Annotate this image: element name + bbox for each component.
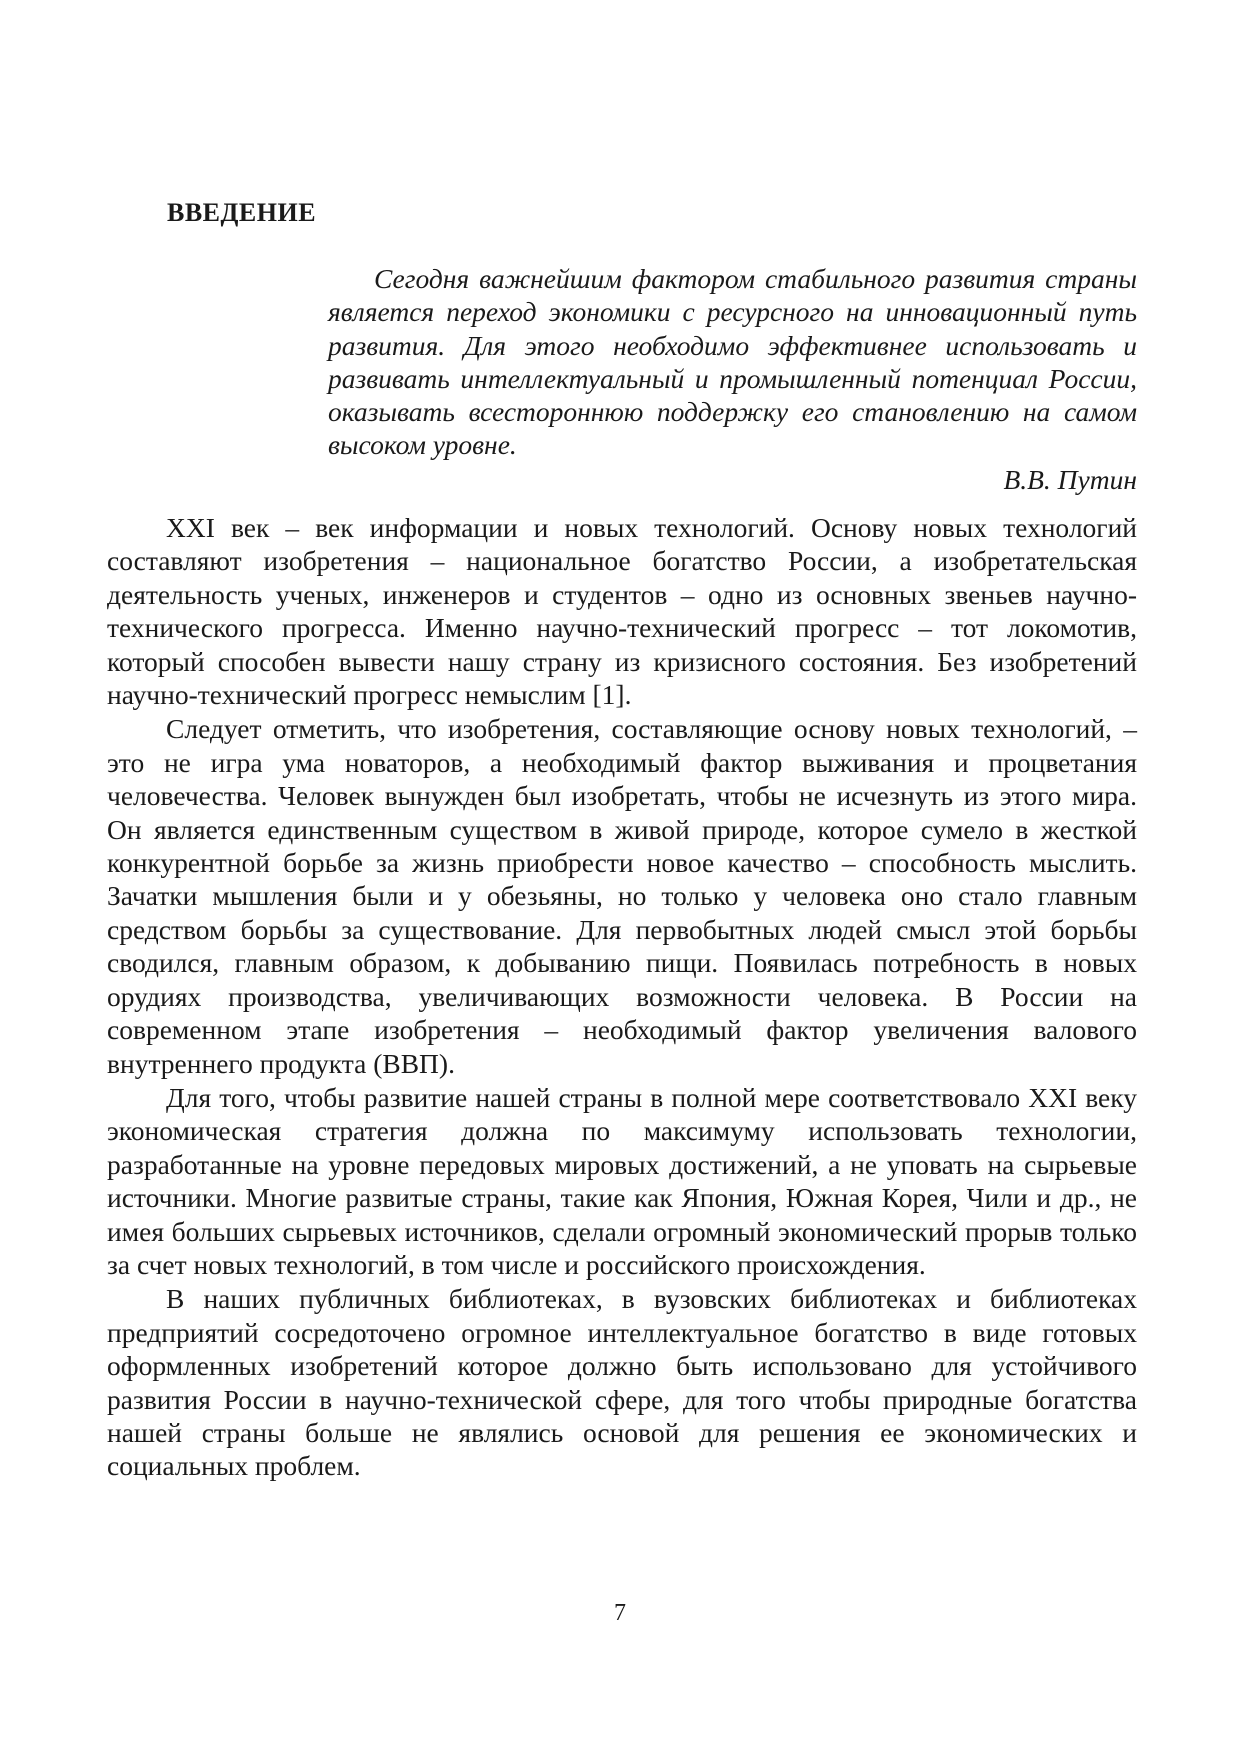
- paragraph: В наших публичных библиотеках, в вузовских библиотеках и библиотеках предприятий сосредоточено огромное интеллектуальное богатство в виде готовых оформленных изобретений которое должно быть использовано для устойчивого развития России в научно-технической сфере, для того чтобы природные богатства нашей страны больше не являлись основой для решения ее экономических и социальных проблем.: [107, 1283, 1137, 1482]
- body-text: [107, 511, 1137, 1484]
- page-number: 7: [614, 1600, 626, 1626]
- paragraph: XXI век – век информации и новых технологий. Основу новых технологий составляют изобретения – национальное богатство России, а изобретательская деятельность ученых, инженеров и студентов – одно из основных звеньев научно-технического прогресса. Именно научно-технический прогресс – тот локомотив, который способен вывести нашу страну из кризисного состояния. Без изобретений научно-технический прогресс немыслим [1].: [107, 512, 1137, 711]
- epigraph-quote: Сегодня важнейшим фактором стабильного развития страны является переход экономики с ресурсного на инновационный путь развития. Для этого необходимо эффективнее использовать и развивать интеллектуальный и промышленный потенциал России, оказывать всестороннюю поддержку его становлению на самом высоком уровне.: [328, 263, 1137, 461]
- epigraph-author: В.В. Путин: [1003, 464, 1137, 495]
- paragraph: Для того, чтобы развитие нашей страны в полной мере соответствовало XXI веку экономическая стратегия должна по максимуму использовать технологии, разработанные на уровне передовых мировых достижений, а не уповать на сырьевые источники. Многие развитые страны, такие как Япония, Южная Корея, Чили и др., не имея больших сырьевых источников, сделали огромный экономический прорыв только за счет новых технологий, в том числе и российского происхождения.: [107, 1081, 1137, 1280]
- section-heading: ВВЕДЕНИЕ: [167, 198, 317, 227]
- paragraph: Следует отметить, что изобретения, составляющие основу новых технологий, – это не игра ума новаторов, а необходимый фактор выживания и процветания человечества. Человек вынужден был изобретать, чтобы не исчезнуть из этого мира. Он является единственным существом в живой природе, которое сумело в жесткой конкурентной борьбе за жизнь приобрести новое качество – способность мыслить. Зачатки мышления были и у обезьяны, но только у человека оно стало главным средством борьбы за существование. Для первобытных людей смысл этой борьбы сводился, главным образом, к добыванию пищи. Появилась потребность в новых орудиях производства, увеличивающих возможности человека. В России на современном этапе изобретения – необходимый фактор увеличения валового внутреннего продукта (ВВП).: [107, 713, 1137, 1079]
